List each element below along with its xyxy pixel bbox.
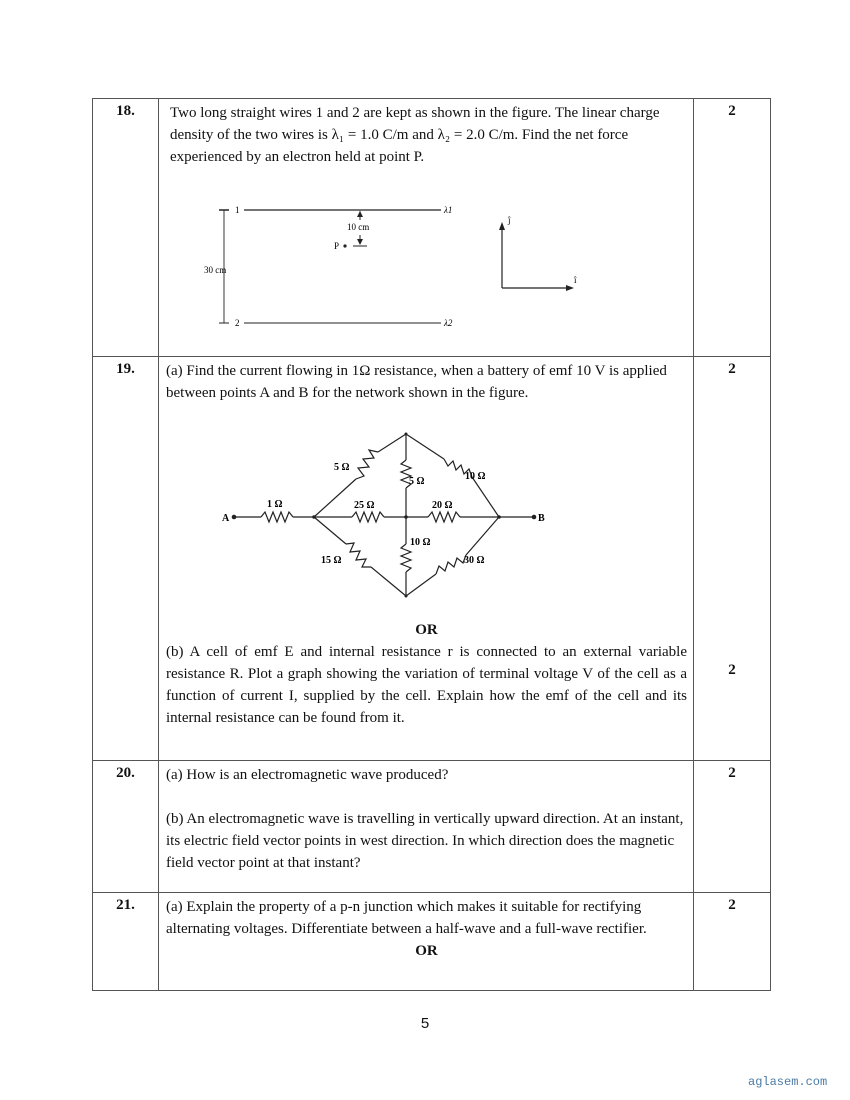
axis-j-label: ĵ — [508, 215, 511, 225]
resistor-25ohm — [352, 512, 384, 522]
r10-right-label: 10 Ω — [465, 471, 486, 482]
question-table — [92, 98, 771, 991]
marks-part-a: 2 — [728, 361, 736, 377]
resistor-network-figure — [166, 404, 687, 610]
question-body — [159, 761, 694, 893]
wire-1-label: 1 — [235, 205, 240, 215]
resistor-30ohm — [436, 555, 466, 574]
two-wires-figure — [166, 168, 687, 338]
or-separator: OR — [415, 622, 438, 638]
lambda-1-label: λ1 — [444, 205, 453, 215]
node-b-label: B — [538, 513, 545, 524]
question-part-b: (b) A cell of emf E and internal resistance r is connected to an external variable resistance R. Plot a graph showing the variation of terminal voltage V of the cell as a function of current I, supplied by the cell. Explain how the emf of the cell and its internal resistance can be found from it. — [166, 644, 687, 726]
r20-label: 20 Ω — [432, 500, 453, 511]
watermark: aglasem.com — [748, 1075, 828, 1089]
r25-label: 25 Ω — [354, 500, 375, 511]
point-p-marker — [343, 244, 346, 247]
node-a-label: A — [222, 513, 230, 524]
question-row-21 — [93, 893, 771, 991]
point-p-label: P — [334, 241, 340, 251]
question-marks: 2 — [694, 761, 771, 893]
r30-label: 30 Ω — [464, 555, 485, 566]
question-row-18 — [93, 99, 771, 357]
resistor-15ohm — [346, 543, 371, 567]
question-number: 21. — [93, 893, 159, 991]
page-number: 5 — [420, 1015, 430, 1032]
or-separator: OR — [415, 943, 438, 959]
question-number: 20. — [93, 761, 159, 893]
question-marks: 2 — [694, 893, 771, 991]
question-text: Two long straight wires 1 and 2 are kept as shown in the figure. The linear charge density of the two wires is λ₁ = 1.0 C/m and λ₂ = 2.0 C/m. Find the net force experienced by an electron held at point P. — [170, 105, 660, 165]
span-label: 30 cm — [204, 265, 227, 275]
question-part-a: (a) Explain the property of a p-n junction which makes it suitable for rectifying alternating voltages. Differentiate between a half-wave and a full-wave rectifier. — [166, 899, 647, 937]
question-part-a: (a) Find the current flowing in 1Ω resistance, when a battery of emf 10 V is applied between points A and B for the network shown in the figure. — [166, 363, 667, 401]
question-number: 19. — [93, 357, 159, 761]
r5-vertical-label: 5 Ω — [409, 476, 425, 487]
axis-i-label: î — [574, 275, 577, 285]
question-body — [159, 357, 694, 761]
question-marks: 2 — [694, 99, 771, 357]
wire-2-label: 2 — [235, 318, 240, 328]
question-body — [159, 893, 694, 991]
question-row-19 — [93, 357, 771, 761]
question-marks — [694, 357, 771, 761]
question-part-a: (a) How is an electromagnetic wave produced? — [166, 767, 449, 783]
r1-label: 1 Ω — [267, 499, 283, 510]
r15-label: 15 Ω — [321, 555, 342, 566]
gap-label: 10 cm — [347, 222, 370, 232]
question-part-b: (b) An electromagnetic wave is travelling in vertically upward direction. At an instant, its electric field vector points in west direction. In which direction does the magnetic field vector point at that instant? — [166, 811, 684, 871]
resistor-10ohm-vertical — [401, 544, 411, 572]
resistor-5ohm-left — [356, 450, 378, 479]
r10-vertical-label: 10 Ω — [410, 537, 431, 548]
question-row-20 — [93, 761, 771, 893]
resistor-20ohm — [428, 512, 460, 522]
resistor-1ohm — [261, 512, 293, 522]
lambda-2-label: λ2 — [444, 318, 453, 328]
question-number: 18. — [93, 99, 159, 357]
marks-part-b: 2 — [728, 662, 736, 678]
question-body — [159, 99, 694, 357]
r5-left-label: 5 Ω — [334, 462, 350, 473]
